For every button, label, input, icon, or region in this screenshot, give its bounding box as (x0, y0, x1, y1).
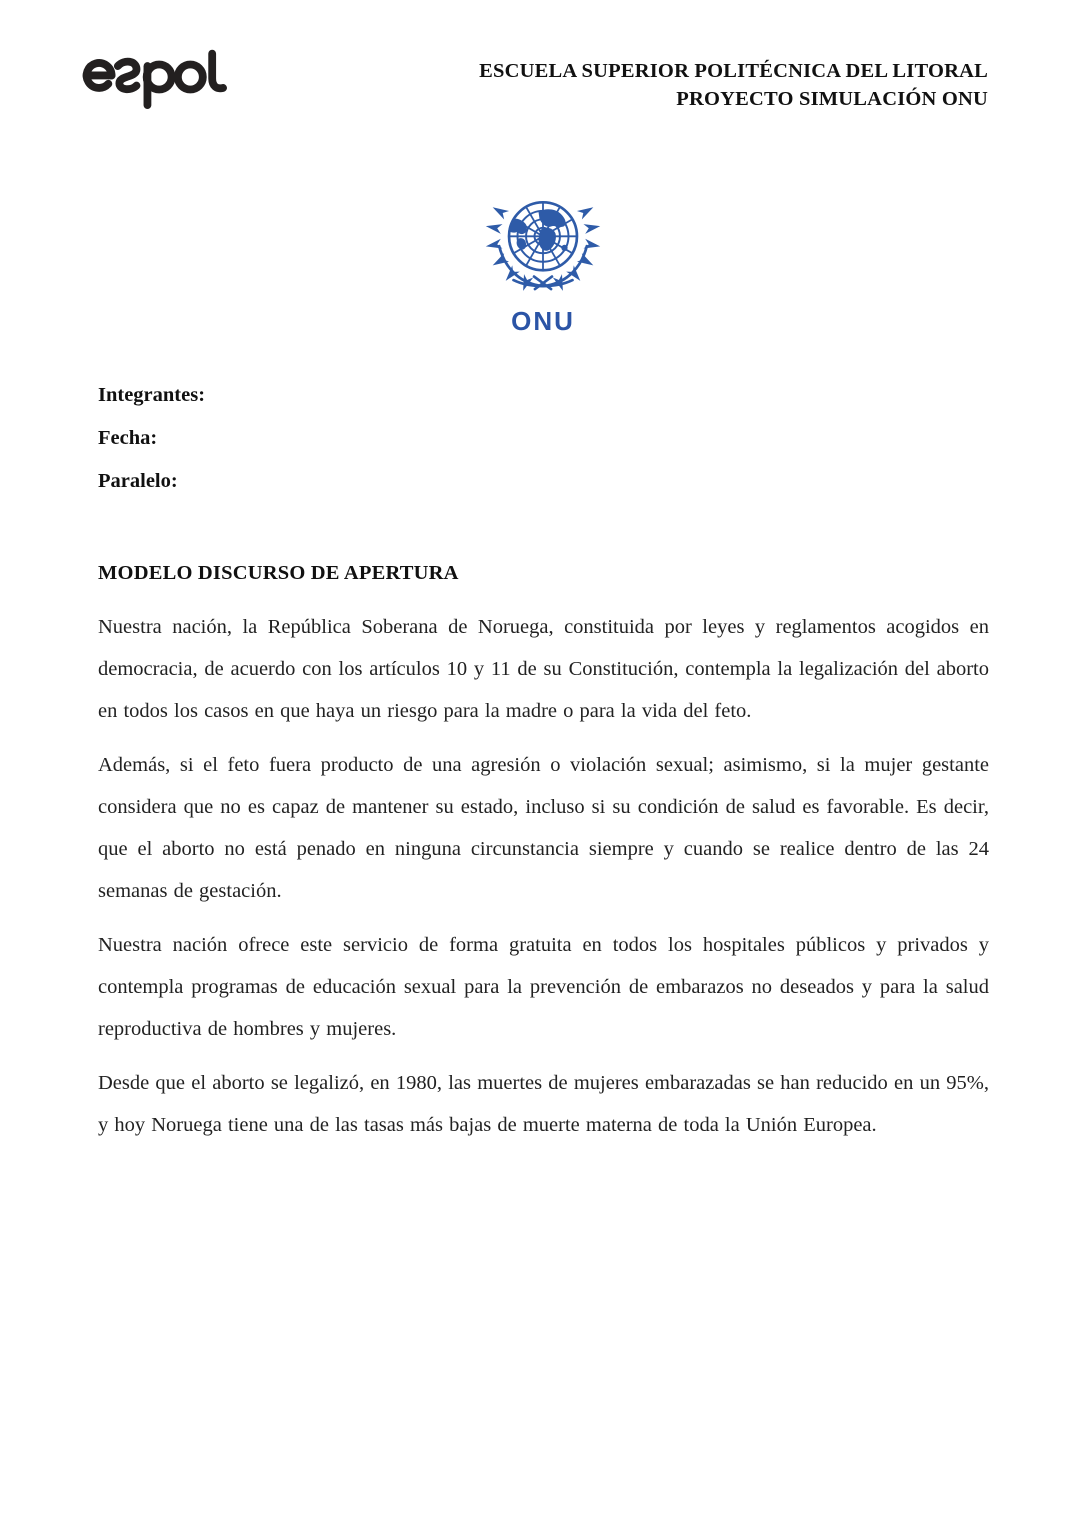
paragraph-4: Desde que el aborto se legalizó, en 1980, las muertes de mujeres embarazadas se han reducido en un 95%, y hoy Noruega tiene una de las tasas más bajas de muerte materna de toda la Unión Europea. (98, 1072, 989, 1136)
project-title-line2: PROYECTO SIMULACIÓN ONU (676, 87, 988, 110)
paragraph-1: Nuestra nación, la República Soberana de Noruega, constituida por leyes y reglamentos acogidos en democracia, de acuerdo con los artículos 10 y 11 de su Constitución, contempla la legalización del aborto en todos los casos en que haya un riesgo para la madre o para la vida del feto. (98, 616, 989, 722)
institution-title-line1: ESCUELA SUPERIOR POLITÉCNICA DEL LITORAL (479, 60, 988, 82)
paragraph-3: Nuestra nación ofrece este servicio de forma gratuita en todos los hospitales públicos y privados y contempla programas de educación sexual para la prevención de embarazos no deseados y para la salud reproductiva de hombres y mujeres. (98, 934, 989, 1040)
paralelo-label: Paralelo: (98, 470, 178, 492)
meta-fields (98, 374, 205, 503)
document-body (98, 552, 989, 1158)
page-header (70, 38, 988, 116)
paragraph-2: Además, si el feto fuera producto de una agresión o violación sexual; asimismo, si la mujer gestante considera que no es capaz de mantener su estado, incluso si su condición de salud es favorable. Es decir, que el aborto no está penado en ninguna circunstancia siempre y cuando se realice dentro de las 24 semanas de gestación. (98, 754, 989, 902)
espol-logo-icon (70, 38, 228, 116)
onu-emblem-block (0, 186, 1086, 337)
un-emblem-icon (467, 186, 619, 300)
integrantes-label: Integrantes: (98, 384, 206, 406)
onu-label: ONU (511, 306, 575, 336)
document-heading: MODELO DISCURSO DE APERTURA (98, 562, 459, 584)
espol-logo (70, 38, 230, 116)
institution-title (479, 38, 988, 113)
fecha-label: Fecha: (98, 427, 158, 449)
